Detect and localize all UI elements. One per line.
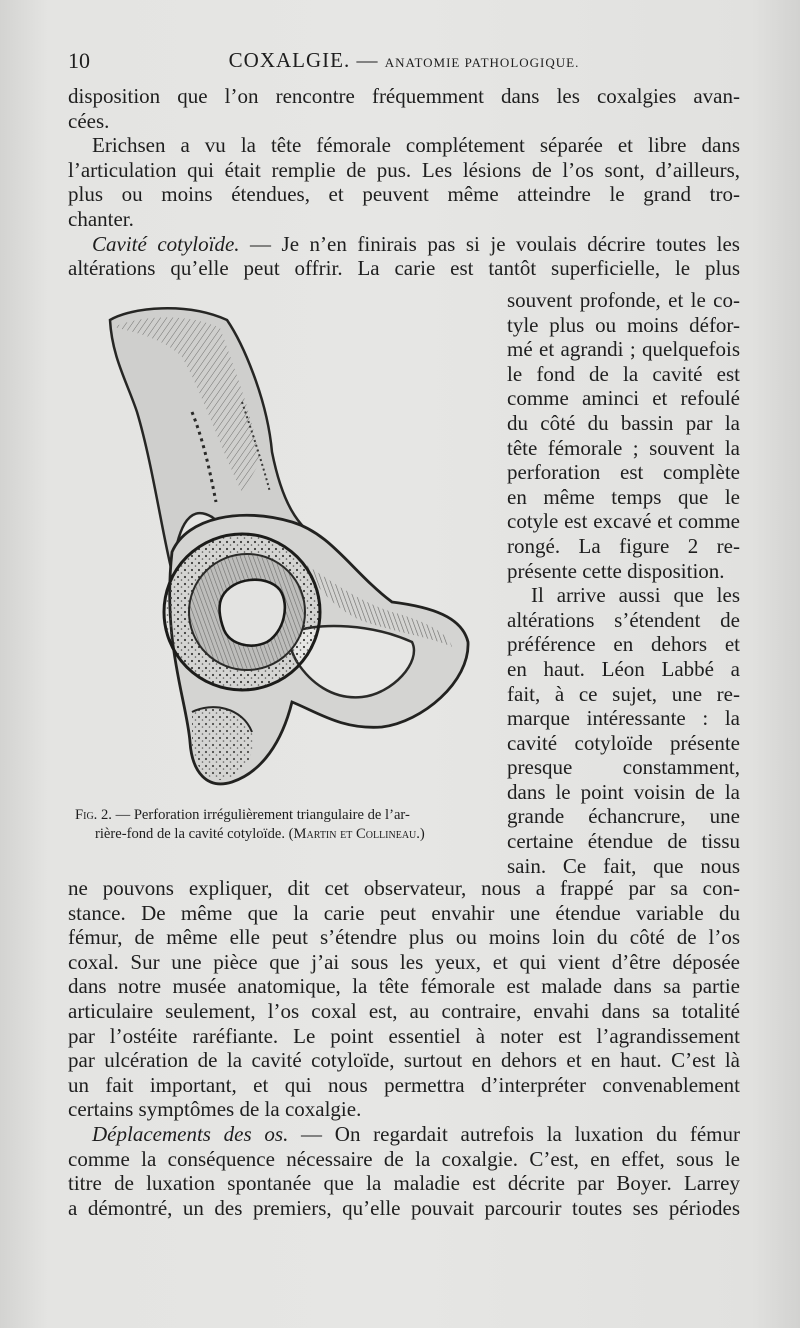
text-line: altérations s’étendent de bbox=[507, 607, 740, 632]
text-line: dans le point voisin de la bbox=[507, 779, 740, 804]
text-line: rongé. La figure 2 re- bbox=[507, 533, 740, 558]
text-line: Erichsen a vu la tête fémorale complétement séparée et libre dans bbox=[92, 133, 740, 158]
figure-label: Fig. 2. bbox=[75, 807, 112, 823]
text-line: dans notre musée anatomique, la tête fémorale est malade dans sa partie bbox=[68, 974, 740, 999]
text-line: un fait important, et qui nous permettra d’interpréter convenablement bbox=[68, 1072, 740, 1097]
text-line: altérations qu’elle peut offrir. La carie est tantôt superficielle, le plus bbox=[68, 256, 740, 281]
text-block-top bbox=[68, 84, 740, 281]
text-line: marque intéressante : la bbox=[507, 706, 740, 731]
section-heading: Cavité cotyloïde. bbox=[92, 231, 240, 256]
running-title-dash: — bbox=[350, 48, 385, 72]
text-line: comme aminci et refoulé bbox=[507, 386, 740, 411]
text-line: presque constamment, bbox=[507, 755, 740, 780]
text-line: fait, à ce sujet, une re- bbox=[507, 681, 740, 706]
text-line: cées. bbox=[68, 108, 110, 133]
figure-caption bbox=[75, 806, 495, 844]
text-line: tyle plus ou moins défor- bbox=[507, 312, 740, 337]
text-line: grande échancrure, une bbox=[507, 804, 740, 829]
running-title-main: COXALGIE. bbox=[228, 48, 351, 72]
text-block-side bbox=[507, 288, 740, 878]
text-line: disposition que l’on rencontre fréquemment dans les coxalgies avan- bbox=[68, 84, 740, 108]
text-line: comme la conséquence nécessaire de la coxalgie. C’est, en effet, sous le bbox=[68, 1146, 740, 1171]
text-line: cavité cotyloïde présente bbox=[507, 730, 740, 755]
text-line: Déplacements des os. — On regardait autrefois la luxation du fémur bbox=[92, 1121, 741, 1146]
figure-credit: Martin et Collineau bbox=[293, 826, 417, 842]
text-line: chanter. bbox=[68, 206, 134, 231]
text-line: Cavité cotyloïde. — Je n’en finirais pas si je voulais décrire toutes les bbox=[92, 231, 740, 256]
text-line: perforation est complète bbox=[507, 460, 740, 485]
text-line: préférence en dehors et bbox=[507, 632, 740, 657]
section-heading: Déplacements des os. bbox=[92, 1121, 289, 1146]
text-line: articulaire seulement, l’os coxal est, au contraire, envahi dans sa totalité bbox=[68, 998, 740, 1023]
text-line: stance. De même que la carie peut envahir une étendue variable du bbox=[68, 900, 740, 925]
text-line: par l’ostéite raréfiante. Le point essentiel à noter est l’agrandissement bbox=[68, 1023, 740, 1048]
running-title-sub: ANATOMIE PATHOLOGIQUE. bbox=[384, 55, 580, 70]
text-line: fémur, de même elle peut s’étendre plus ou moins loin du côté de l’os bbox=[68, 925, 740, 950]
running-header bbox=[68, 48, 740, 78]
text-line: coxal. Sur une pièce que j’ai sous les yeux, et qui vient d’être déposée bbox=[68, 949, 740, 974]
text-line: mé et agrandi ; quelquefois bbox=[507, 337, 740, 362]
text-line: tête fémorale ; souvent la bbox=[507, 435, 740, 460]
text-line: cotyle est excavé et comme bbox=[507, 509, 740, 534]
text-line: le fond de la cavité est bbox=[507, 361, 740, 386]
text-line: Il arrive aussi que les bbox=[531, 583, 740, 608]
text-line: en haut. Léon Labbé a bbox=[507, 656, 740, 681]
text-line: ne pouvons expliquer, dit cet observateur, nous a frappé par sa con- bbox=[68, 876, 740, 900]
text-line: du côté du bassin par la bbox=[507, 410, 740, 435]
page-number: 10 bbox=[68, 48, 90, 73]
text-line: en même temps que le bbox=[507, 484, 740, 509]
running-title bbox=[68, 48, 740, 73]
caption-line2: rière-fond de la cavité cotyloïde. ( bbox=[95, 826, 294, 842]
text-line: a démontré, un des premiers, qu’elle pouvait parcourir toutes ses périodes bbox=[68, 1195, 740, 1220]
text-line: par ulcération de la cavité cotyloïde, surtout en dehors et en haut. C’est là bbox=[68, 1048, 740, 1073]
text-line: présente cette disposition. bbox=[507, 558, 725, 583]
text-line: certains symptômes de la coxalgie. bbox=[68, 1097, 362, 1122]
text-line: sain. Ce fait, que nous bbox=[507, 853, 740, 878]
text-block-bottom bbox=[68, 876, 740, 1220]
caption-end: .) bbox=[416, 826, 425, 842]
text-line: souvent profonde, et le co- bbox=[507, 288, 740, 312]
caption-line1: — Perforation irrégulièrement triangulaire de l’ar- bbox=[111, 807, 410, 823]
hip-bone-illustration bbox=[92, 302, 482, 802]
text-line: titre de luxation spontanée que la maladie est décrite par Boyer. Larrey bbox=[68, 1171, 740, 1196]
text-line: certaine étendue de tissu bbox=[507, 829, 740, 854]
text-line: l’articulation qui était remplie de pus. Les lésions de l’os sont, d’ailleurs, bbox=[68, 157, 740, 182]
text-line: plus ou moins étendues, et peuvent même atteindre le grand tro- bbox=[68, 182, 740, 207]
